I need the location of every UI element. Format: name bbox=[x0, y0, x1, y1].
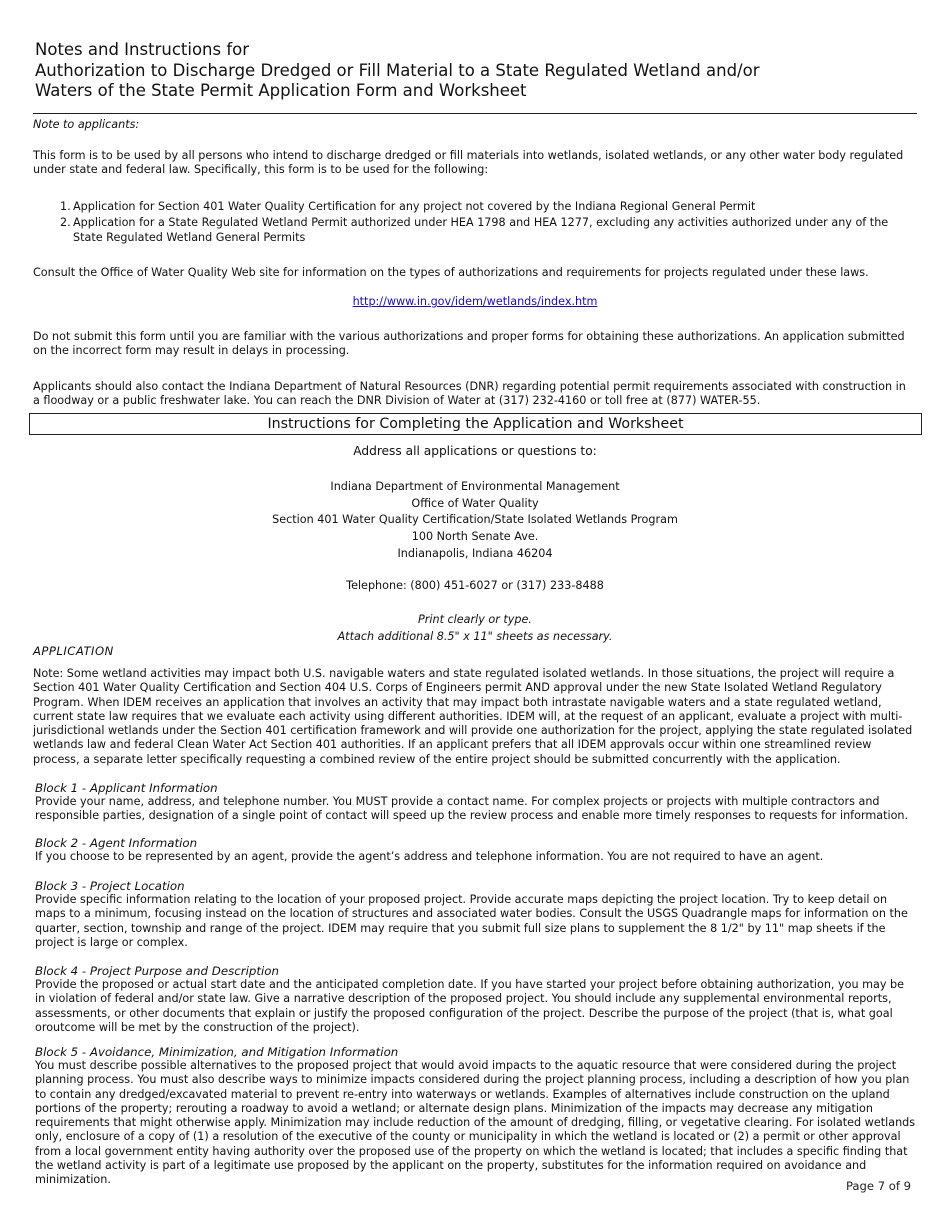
list-text: Application for Section 401 Water Quality Certification for any project not covered by the Indiana Regional General Permit bbox=[73, 200, 756, 213]
list-text: Application for a State Regulated Wetland Permit authorized under HEA 1798 and HEA 1277, excluding any activities authorized under any of the State Regulated Wetland General Permits bbox=[73, 216, 889, 244]
note-list bbox=[60, 200, 910, 245]
attach-sheets: Attach additional 8.5" x 11" sheets as necessary. bbox=[337, 629, 613, 643]
block-text: You must describe possible alternatives to the proposed project that would avoid impacts to the aquatic resource that were considered during the project planning process. You must also describe ways to minimize impacts considered during the project planning process, including a description of how you plan to contain any dredged/excavated material to prevent re-entry into waterways or wetlands. Examples of alternatives include construction on the upland portions of the property; rerouting a roadway to avoid a wetland; or alternate design plans. Minimization of the impacts may decrease any mitigation requirements that might otherwise apply. Minimization may include reduction of the amount of dredging, filling, or vegetative clearing. For isolated wetlands only, enclosure of a copy of (1) a resolution of the executive of the county or municipality in which the wetland is located or (2) a permit or other approval from a local government entity having authority over the proposed use of the property on which the wetland is located; that includes a specific finding that the wetland activity is part of a legitimate use proposed by the applicant on the property, substitutes for the information required on avoidance and minimization. bbox=[35, 1059, 916, 1187]
title-line-2: Authorization to Discharge Dredged or Fill Material to a State Regulated Wetland and/or bbox=[35, 61, 760, 80]
page-title bbox=[35, 40, 915, 101]
title-line-1: Notes and Instructions for bbox=[35, 40, 250, 59]
block-title: Block 4 - Project Purpose and Description bbox=[35, 964, 279, 978]
application-heading: APPLICATION bbox=[33, 644, 114, 658]
page-number: Page 7 of 9 bbox=[845, 1179, 911, 1193]
list-number: 1. bbox=[60, 200, 71, 213]
block-title: Block 3 - Project Location bbox=[35, 879, 185, 893]
block-2 bbox=[35, 836, 917, 864]
block-text: Provide the proposed or actual start date and the anticipated completion date. If you have started your project before obtaining authorization, you may be in violation of federal and/or state law. Give a narrative description of the proposed project. You should include any supplemental environmental reports, assessments, or other documents that explain or justify the proposed configuration of the project. Describe the purpose of the project (that is, what goal oroutcome will be met by the construction of the project). bbox=[35, 978, 905, 1034]
application-note: Note: Some wetland activities may impact both U.S. navigable waters and state regulated isolated wetlands. In those situations, the project will require a Section 401 Water Quality Certification and Section 404 U.S. Corps of Engineers permit AND approval under the new State Isolated Wetland Regulatory Program. When IDEM receives an application that involves an activity that may impact both intrastate navigable waters and a state regulated wetland, current state law requires that we evaluate each activity using different authorities. IDEM will, at the request of an applicant, evaluate a project with multi-jurisdictional wetlands under the Section 401 certification framework and will provide one authorization for the project, applying the state regulated isolated wetlands law and federal Clean Water Act Section 401 authorities. If an applicant prefers that all IDEM approvals occur within one streamlined review process, a separate letter specifically requesting a combined review of the entire project should be submitted concurrently with the application. bbox=[33, 667, 913, 766]
note-label: Note to applicants: bbox=[33, 118, 140, 131]
idem-wetlands-link[interactable]: http://www.in.gov/idem/wetlands/index.htm bbox=[352, 295, 598, 308]
dnr-text: Applicants should also contact the Indiana Department of Natural Resources (DNR) regarding potential permit requirements associated with construction in a floodway or a public freshwater lake. You can reach the DNR Division of Water at (317) 232-4160 or toll free at (877) WATER-55. bbox=[33, 380, 906, 408]
address-intro: Address all applications or questions to: bbox=[353, 444, 597, 458]
address-block bbox=[33, 479, 917, 563]
title-line-3: Waters of the State Permit Application Form and Worksheet bbox=[35, 81, 527, 100]
block-5 bbox=[35, 1045, 917, 1188]
consult-text: Consult the Office of Water Quality Web site for information on the types of authorizations and requirements for projects regulated under these laws. bbox=[33, 266, 869, 279]
block-title: Block 1 - Applicant Information bbox=[35, 781, 218, 795]
address-line: Indiana Department of Environmental Management bbox=[330, 480, 620, 493]
telephone: Telephone: (800) 451-6027 or (317) 233-8488 bbox=[346, 579, 604, 592]
print-clearly: Print clearly or type. bbox=[418, 613, 532, 626]
address-line: Indianapolis, Indiana 46204 bbox=[397, 546, 553, 560]
block-title: Block 2 - Agent Information bbox=[35, 836, 198, 850]
title-divider bbox=[33, 113, 917, 114]
address-line: Office of Water Quality bbox=[411, 496, 539, 510]
address-line: Section 401 Water Quality Certification/State Isolated Wetlands Program bbox=[272, 513, 678, 527]
block-4 bbox=[35, 964, 917, 1035]
block-text: Provide your name, address, and telephone number. You MUST provide a contact name. For complex projects or projects with multiple contractors and responsible parties, designation of a single point of contact will speed up the review process and enable more timely responses to requests for information. bbox=[35, 795, 909, 823]
note-intro: This form is to be used by all persons who intend to discharge dredged or fill materials into wetlands, isolated wetlands, or any other water body regulated under state and federal law. Specifically, this form is to be used for the following: bbox=[33, 149, 904, 177]
block-text: Provide specific information relating to the location of your proposed project. Provide accurate maps depicting the project location. Try to keep detail on maps to a minimum, focusing instead on the location of structures and associated water bodies. Consult the USGS Quadrangle maps for information on the quarter, section, township and range of the project. IDEM may require that you submit full size plans to supplement the 8 1/2" by 11" map sheets if the project is large or complex. bbox=[35, 893, 908, 949]
block-1 bbox=[35, 781, 917, 824]
print-instructions bbox=[33, 612, 917, 645]
instructions-heading: Instructions for Completing the Application and Worksheet bbox=[29, 413, 922, 435]
list-item bbox=[60, 216, 910, 245]
do-not-submit-text: Do not submit this form until you are familiar with the various authorizations and proper forms for obtaining these authorizations. An application submitted on the incorrect form may result in delays in processing. bbox=[33, 330, 905, 358]
block-3 bbox=[35, 879, 917, 950]
list-number: 2. bbox=[60, 216, 71, 230]
block-text: If you choose to be represented by an agent, provide the agent’s address and telephone information. You are not required to have an agent. bbox=[35, 850, 824, 863]
block-title: Block 5 - Avoidance, Minimization, and Mitigation Information bbox=[35, 1045, 399, 1059]
list-item bbox=[60, 200, 910, 214]
address-line: 100 North Senate Ave. bbox=[411, 530, 539, 544]
